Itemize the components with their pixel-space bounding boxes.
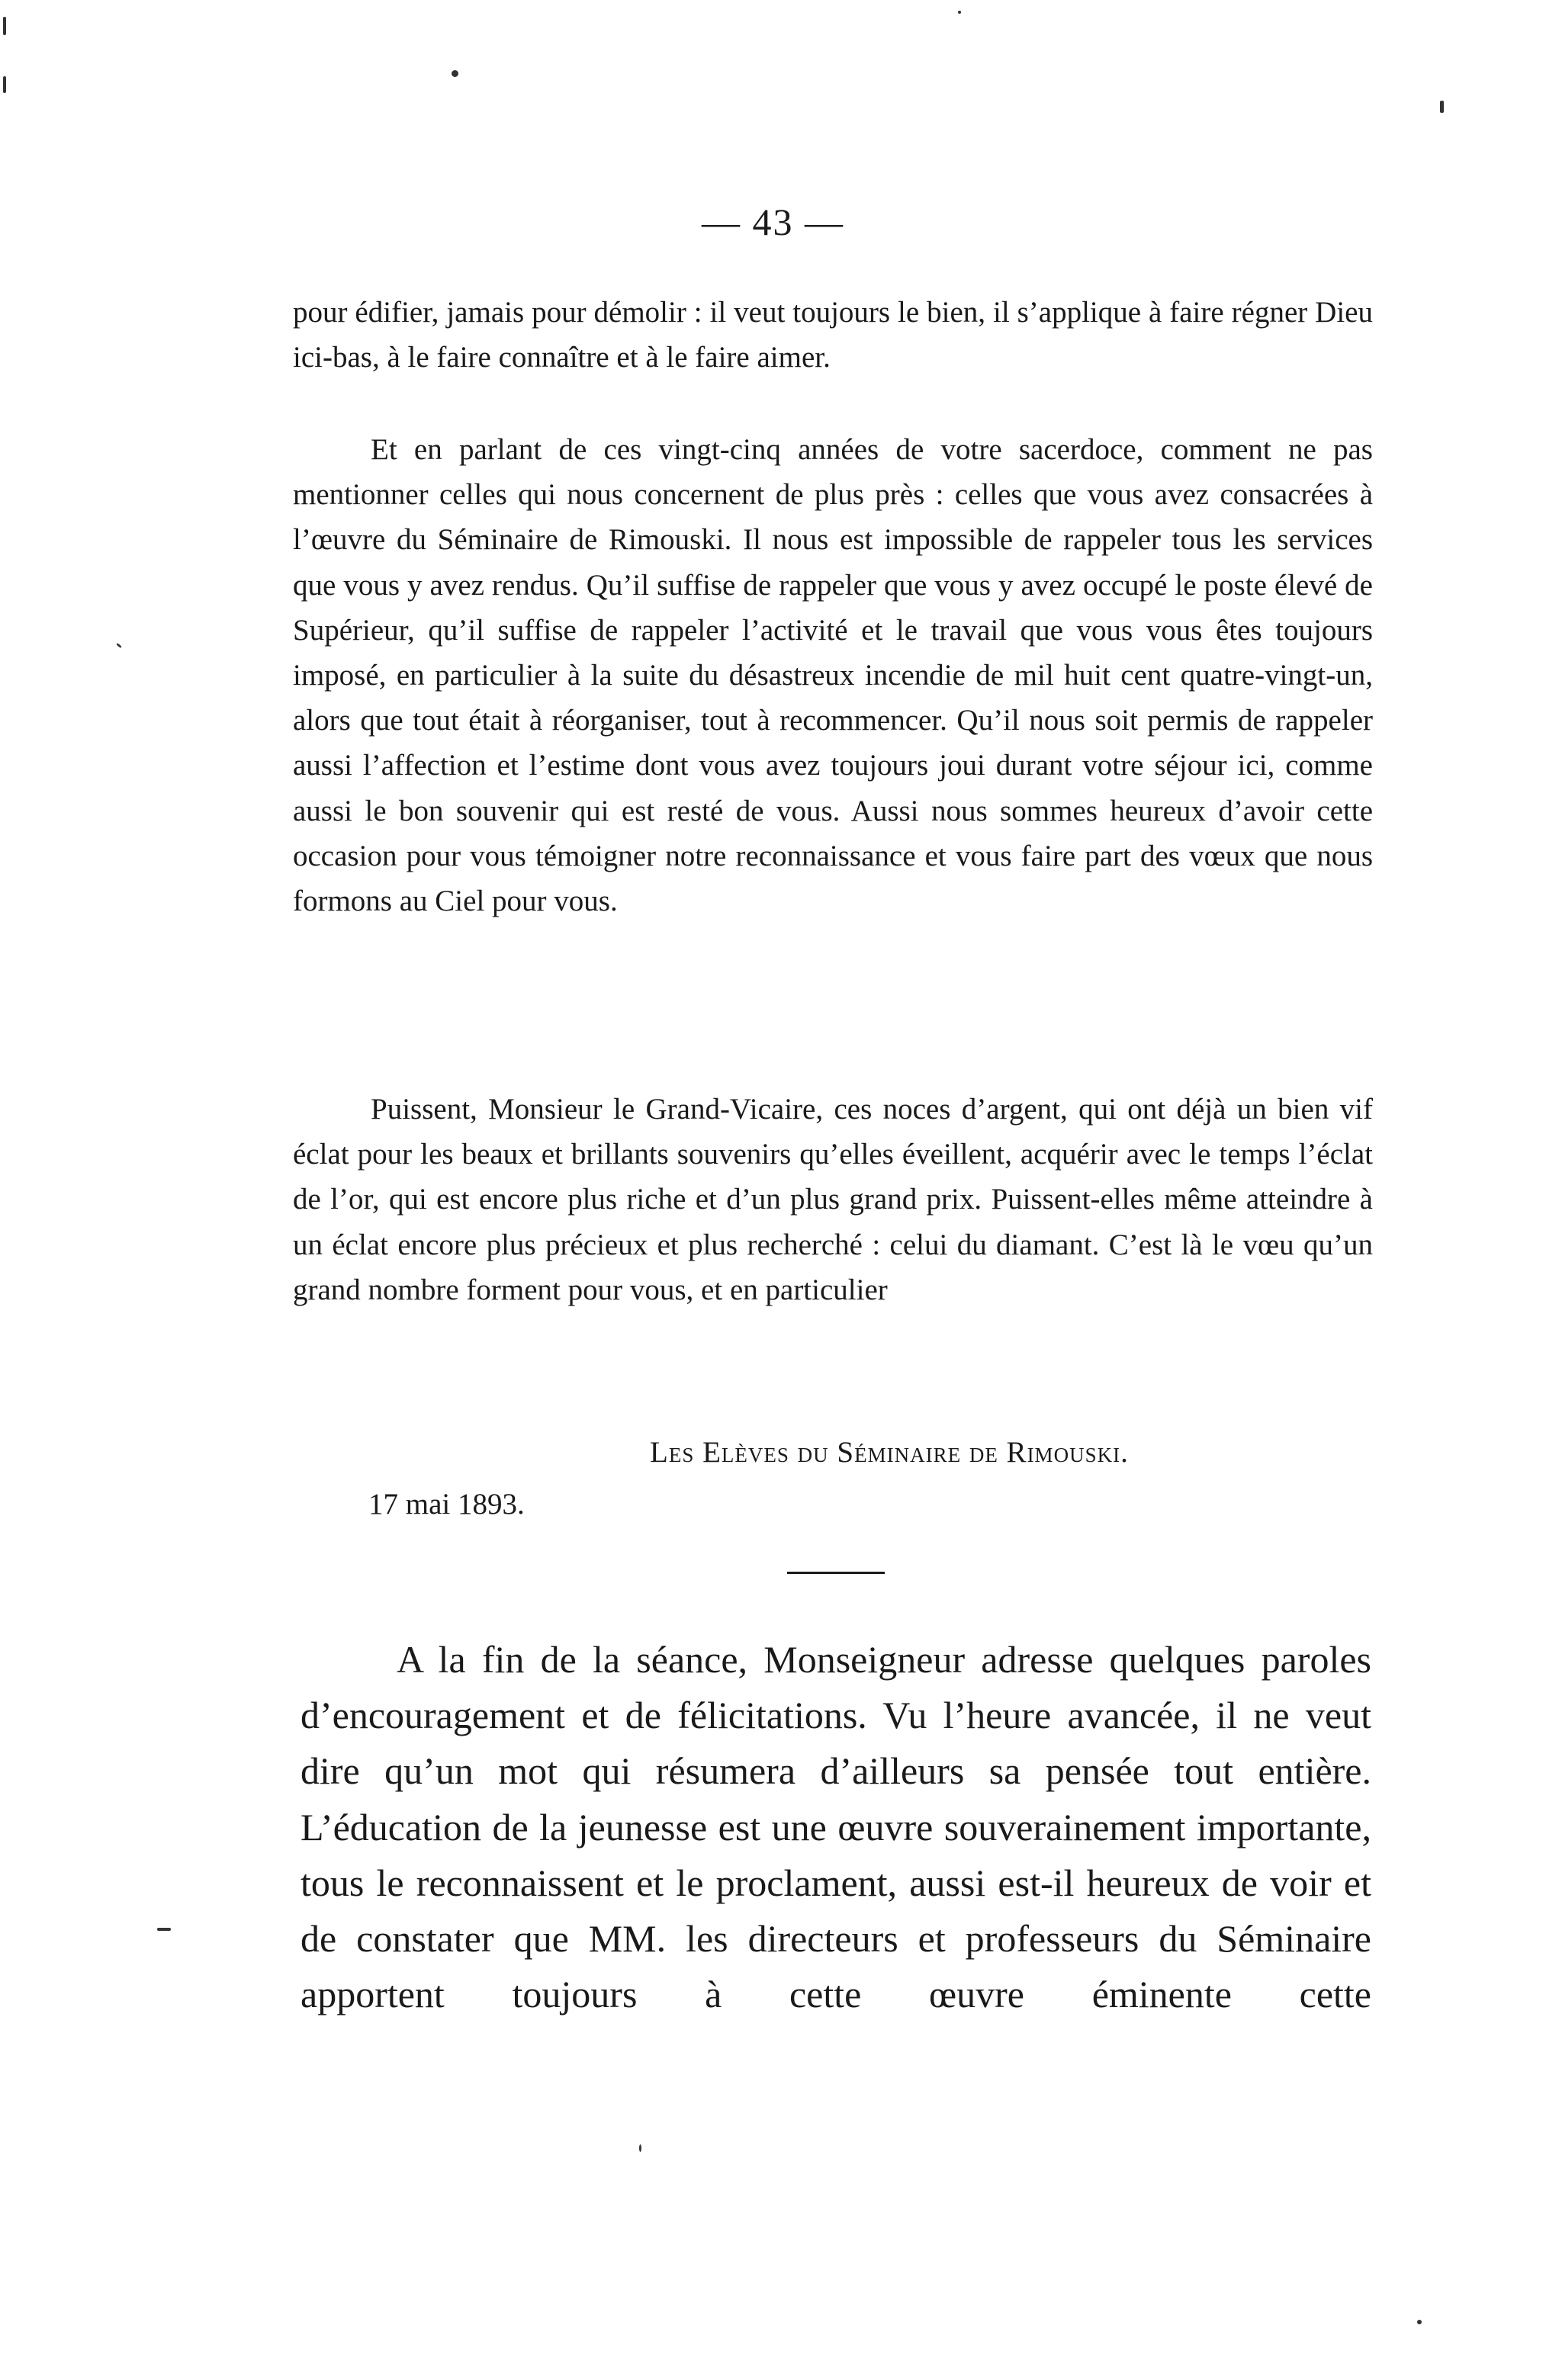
date-line: 17 mai 1893.: [368, 1488, 525, 1521]
paragraph-text: Puissent, Monsieur le Grand-Vicaire, ces noces d’argent, qui ont déjà un bien vif éclat pour les beaux et brillants souvenirs qu’elles éveillent, acquérir avec le temps l’éclat de l’or, qui est encore plus riche et d’un plus grand prix. Puissent-elles même atteindre à un éclat encore plus précieux et plus recherché : celui du diamant. C’est là le vœu qu’un grand nombre forment pour vous, et en particulier: [293, 1093, 1373, 1306]
paragraph-seminary: [293, 427, 1373, 923]
paragraph-text: Et en parlant de ces vingt-cinq années de votre sacerdoce, comment ne pas mentionner celles qui nous concernent de plus près : celles que vous avez consacrées à l’œuvre du Séminaire de Rimouski. Il nous est impossible de rappeler tous les services que vous y avez rendus. Qu’il suffise de rappeler que vous y avez occupé le poste élevé de Supérieur, qu’il suffise de rappeler l’activité et le travail que vous vous êtes toujours imposé, en particulier à la suite du désastreux incendie de mil huit cent quatre-vingt-un, alors que tout était à réorganiser, tout à recommencer. Qu’il nous soit permis de rappeler aussi l’affection et l’estime dont vous avez toujours joui durant votre séjour ici, comme aussi le bon souvenir qui est resté de vous. Aussi nous sommes heureux d’avoir cette occasion pour vous témoigner notre reconnaissance et vous faire part des vœux que nous formons au Ciel pour vous.: [293, 433, 1373, 918]
scan-speck: [3, 17, 6, 35]
scan-speck: [3, 76, 6, 93]
scan-speck: [157, 1928, 171, 1931]
scan-speck: [116, 643, 122, 648]
scan-speck: [639, 2144, 641, 2152]
paragraph-closing: [301, 1632, 1371, 2022]
scan-speck: [1417, 2320, 1422, 2324]
section-divider: [787, 1572, 885, 1574]
paragraph-text: A la fin de la séance, Monseigneur adresse quelques paroles d’encouragement et de félicitations. Vu l’heure avancée, il ne veut dire qu’un mot qui résumera d’ailleurs sa pensée tout entière. L’éducation de la jeunesse est une œuvre souverainement importante, tous le reconnaissent et le proclament, aussi est-il heureux de voir et de constater que MM. les directeurs et professeurs du Séminaire apportent toujours à cette œuvre éminente cette: [301, 1638, 1371, 2016]
paragraph-text: pour édifier, jamais pour démolir : il veut toujours le bien, il s’applique à faire régner Dieu ici-bas, à le faire connaître et à le faire aimer.: [293, 296, 1373, 374]
page-number: — 43 —: [702, 201, 844, 243]
signature: Les Elèves du Séminaire de Rimouski.: [650, 1436, 1129, 1469]
scan-speck: [452, 70, 458, 77]
paragraph-wishes: [293, 1087, 1373, 1312]
scan-speck: [958, 11, 961, 14]
paragraph-continuation: [293, 290, 1373, 380]
scan-speck: [1440, 101, 1444, 113]
